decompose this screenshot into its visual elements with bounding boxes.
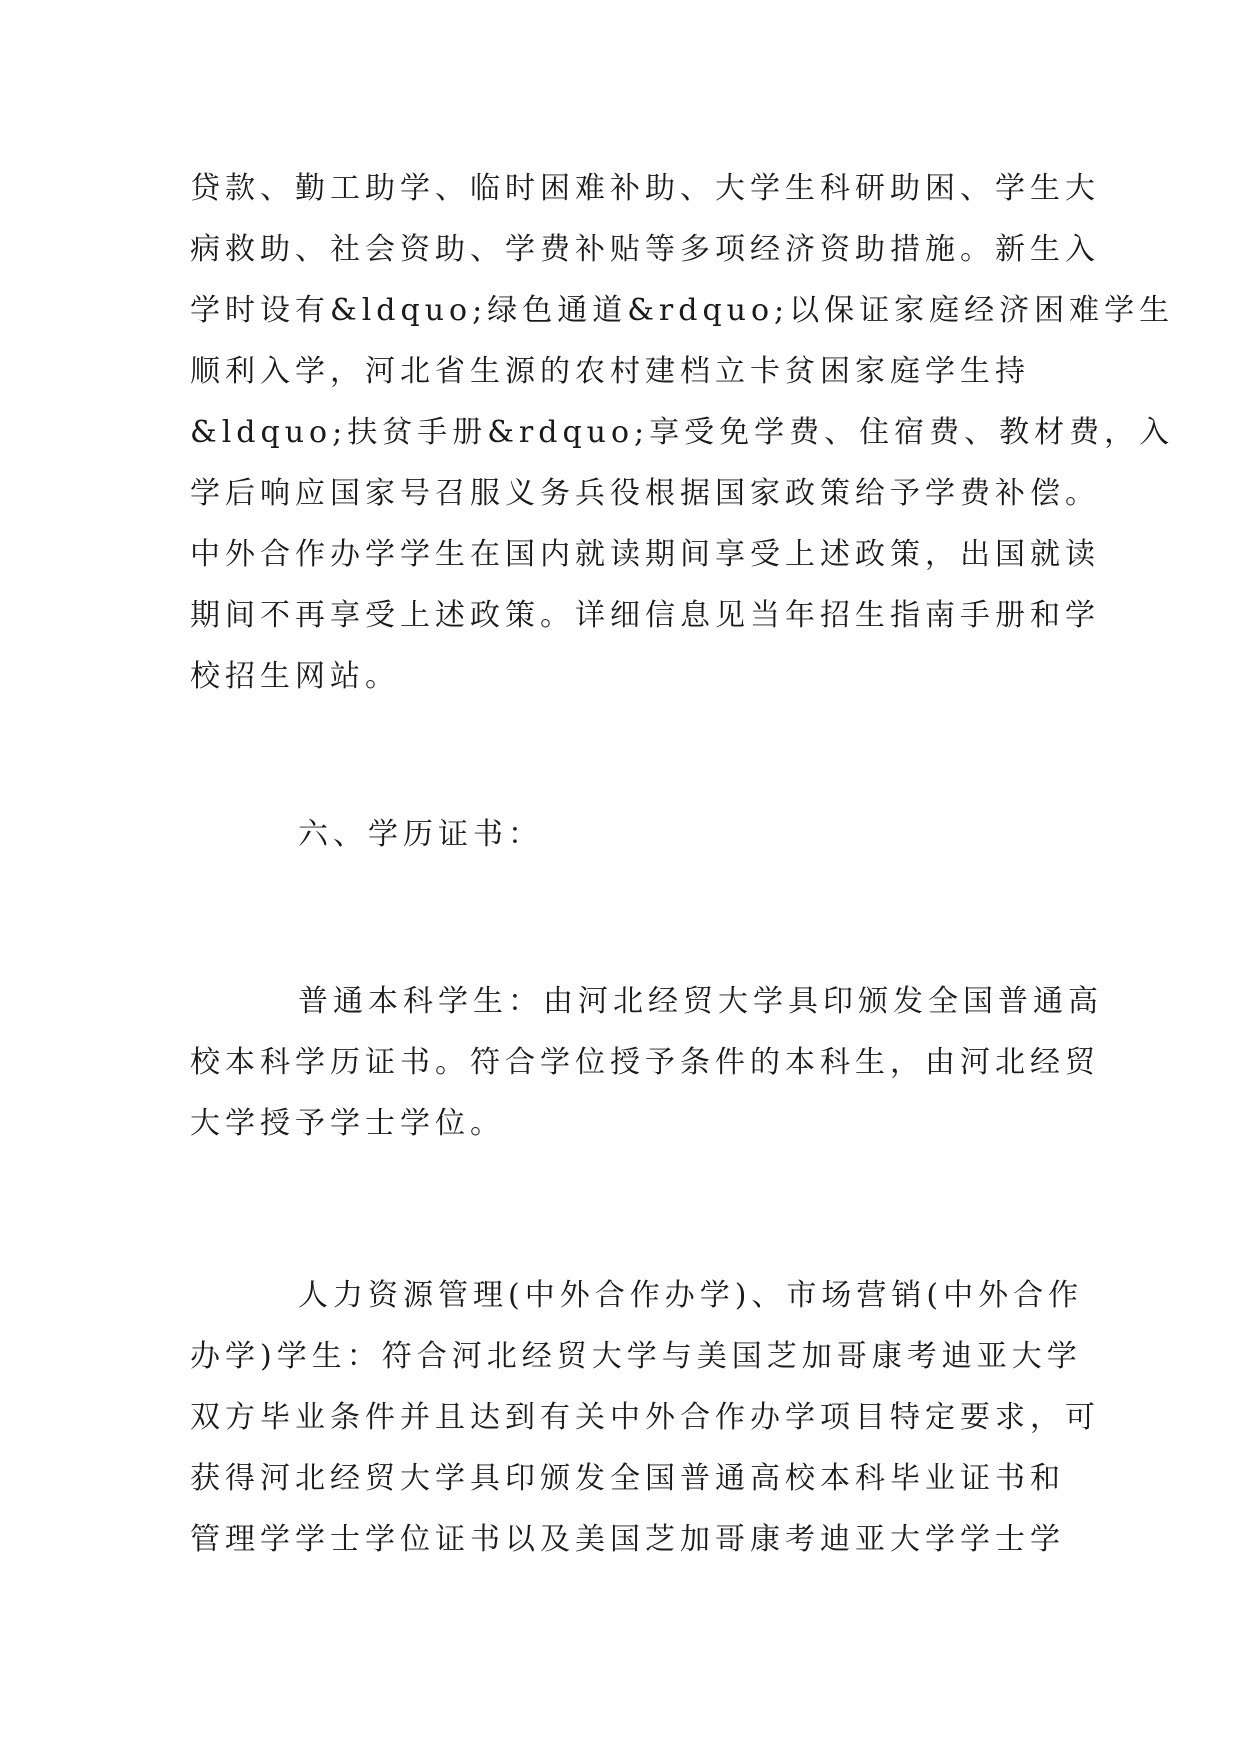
undergraduate-certificate-paragraph <box>190 971 1103 1154</box>
text-line: 普通本科学生：由河北经贸大学具印颁发全国普通高 <box>298 984 1103 1019</box>
text-line: &ldquo;扶贫手册&rdquo;享受免学费、住宿费、教材费，入 <box>190 415 1175 450</box>
text-line: 大学授予学士学位。 <box>190 1106 505 1141</box>
text-line: 管理学学士学位证书以及美国芝加哥康考迪亚大学学士学 <box>190 1522 1065 1557</box>
joint-program-certificate-paragraph <box>190 1265 1100 1570</box>
section-heading-text: 六、学历证书： <box>298 817 543 852</box>
text-line: 人力资源管理(中外合作办学)、市场营销(中外合作 <box>298 1278 1084 1313</box>
text-line: 中外合作办学学生在国内就读期间享受上述政策，出国就读 <box>190 537 1100 572</box>
text-line: 期间不再享受上述政策。详细信息见当年招生指南手册和学 <box>190 598 1100 633</box>
text-line: 病救助、社会资助、学费补贴等多项经济资助措施。新生入 <box>190 232 1100 267</box>
text-line: 办学)学生：符合河北经贸大学与美国芝加哥康考迪亚大学 <box>190 1339 1082 1374</box>
text-line: 学时设有&ldquo;绿色通道&rdquo;以保证家庭经济困难学生 <box>190 293 1175 328</box>
text-line: 顺利入学，河北省生源的农村建档立卡贫困家庭学生持 <box>190 354 1030 389</box>
financial-aid-paragraph <box>190 158 1175 707</box>
section-heading <box>190 804 1070 865</box>
text-line: 学后响应国家号召服义务兵役根据国家政策给予学费补偿。 <box>190 476 1100 511</box>
text-line: 获得河北经贸大学具印颁发全国普通高校本科毕业证书和 <box>190 1461 1065 1496</box>
text-line: 贷款、勤工助学、临时困难补助、大学生科研助困、学生大 <box>190 171 1100 206</box>
text-line: 校本科学历证书。符合学位授予条件的本科生，由河北经贸 <box>190 1045 1100 1080</box>
text-line: 校招生网站。 <box>190 659 400 694</box>
text-line: 双方毕业条件并且达到有关中外合作办学项目特定要求，可 <box>190 1400 1100 1435</box>
